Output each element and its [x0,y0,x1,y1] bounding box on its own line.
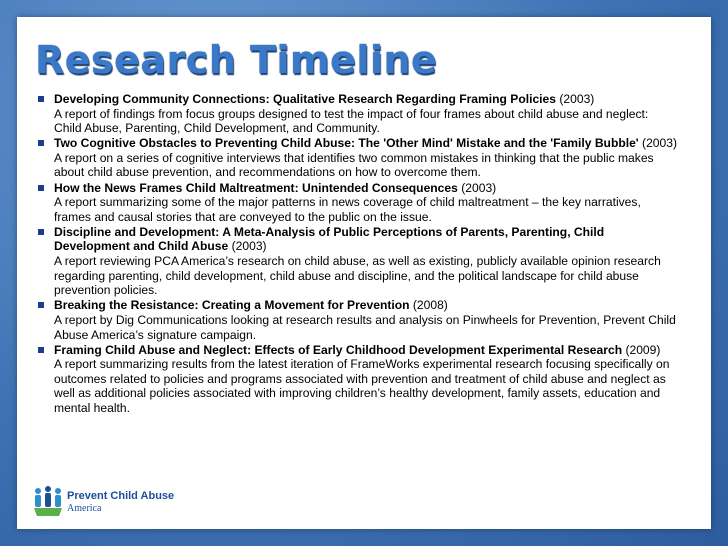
slide-title: Research Timeline [35,38,438,82]
item-description: A report summarizing some of the major patterns in news coverage of child maltreatment – the key narratives, frames and causal stories that are conveyed to the public on the issue. [54,195,641,224]
item-title: Two Cognitive Obstacles to Preventing Child Abuse: The 'Other Mind' Mistake and the 'Family Bubble' [54,136,639,151]
square-bullet-icon [38,140,44,146]
square-bullet-icon [38,96,44,102]
item-year: (2009) [622,342,661,357]
list-item [38,92,678,136]
item-description: A report on a series of cognitive interviews that identifies two common mistakes in thinking that the public makes about child abuse prevention, and recommendations on how to overcome them. [54,150,654,180]
item-title: Framing Child Abuse and Neglect: Effects of Early Childhood Development Experimental Research [54,342,623,357]
item-description: A report reviewing PCA America’s research on child abuse, as well as existing, publicly available opinion research regarding parenting, child development, child abuse and discipline, and the political landscape for child abuse prevention policies. [54,254,661,298]
square-bullet-icon [38,347,44,353]
item-year: (2003) [228,239,267,254]
square-bullet-icon [38,302,44,308]
logo-text-secondary: America [67,503,102,514]
pinwheel-figures-icon [32,486,64,518]
list-item [38,225,678,298]
item-description: A report by Dig Communications looking at research results and analysis on Pinwheels for Prevention, Prevent Child Abuse America’s signature campaign. [54,312,676,342]
logo-text-primary: Prevent Child Abuse [67,490,175,502]
item-title: Breaking the Resistance: Creating a Movement for Prevention [54,298,410,313]
list-item [38,136,678,180]
square-bullet-icon [38,229,44,235]
research-list [38,92,678,416]
item-description: A report summarizing results from the latest iteration of FrameWorks experimental research focusing specifically on outcomes related to policies and programs associated with prevention and treatment of child abuse and neglect as well as additional policies associated with improving children’s healthy development, family assets, education and mental health. [54,357,670,415]
item-year: (2008) [409,298,448,313]
item-title: Developing Community Connections: Qualitative Research Regarding Framing Policies [54,92,556,106]
list-item [38,343,678,416]
item-title: How the News Frames Child Maltreatment: Unintended Consequences [54,180,458,195]
prevent-child-abuse-logo [32,486,202,518]
item-year: (2003) [457,180,497,195]
item-description: A report of findings from focus groups designed to test the impact of four frames about child abuse and neglect: Child Abuse, Parenting, Child Development, and Community. [54,106,649,136]
item-title: Discipline and Development: A Meta-Analysis of Public Perceptions of Parents, Parenting, Child Development and Child Abuse [54,224,605,254]
list-item [38,298,678,342]
item-year: (2003) [556,92,595,106]
square-bullet-icon [38,185,44,191]
item-year: (2003) [638,136,678,151]
list-item [38,181,678,225]
